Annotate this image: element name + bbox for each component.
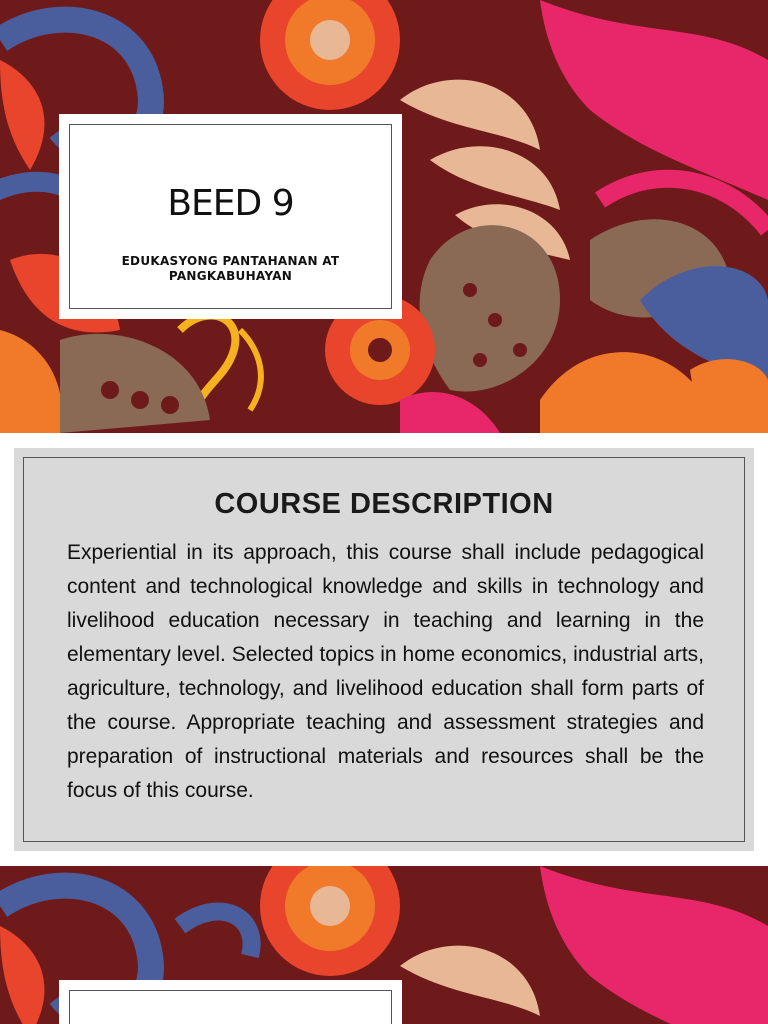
title-slide	[0, 0, 768, 433]
title-card	[59, 980, 402, 1024]
course-name-subtitle: EDUKASYONG PANTAHANAN AT PANGKABUHAYAN	[121, 254, 340, 283]
course-description-slide	[14, 448, 754, 851]
description-heading: COURSE DESCRIPTION	[214, 488, 554, 520]
next-slide-preview	[0, 866, 768, 1024]
title-card-border	[69, 990, 392, 1024]
description-border	[23, 457, 745, 842]
title-card	[59, 114, 402, 319]
description-body: Experiential in its approach, this course shall include pedagogical content and technological knowledge and skills in technology and livelihood education necessary in teaching and learning in the elementary level. Selected topics in home economics, industrial arts, agriculture, technology, and livelihood education shall form parts of the course. Appropriate teaching and assessment strategies and preparation of instructional materials and resources shall be the focus of this course.	[67, 541, 704, 802]
title-card-border	[69, 124, 392, 309]
course-code-title: BEED 9	[167, 183, 294, 224]
